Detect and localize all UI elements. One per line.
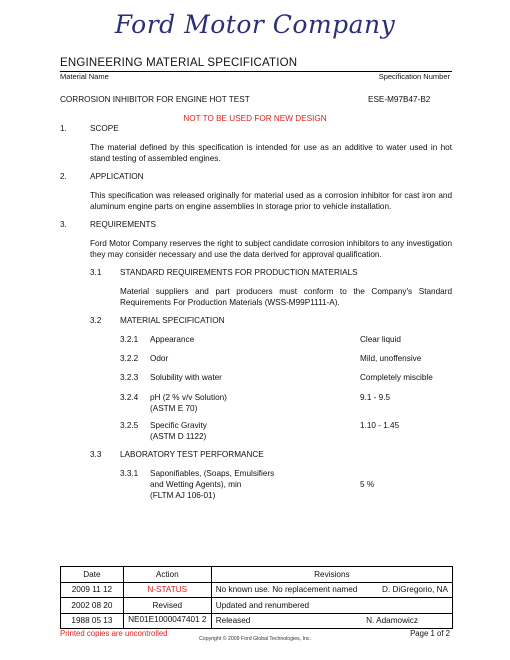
table-row (61, 613, 453, 629)
revision-author: D. DiGregorio, NA (382, 585, 448, 595)
application-text: This specification was released originally for material used as a corrosion inhibitor for cast iron and aluminum engine parts on engine assemblies in storage prior to vehicle installation. (90, 191, 452, 211)
subsection-heading-standard-requirements: STANDARD REQUIREMENTS FOR PRODUCTION MATERIALS (120, 268, 358, 277)
section-heading-application: APPLICATION (90, 172, 144, 181)
item-number: 3.2.3 (120, 373, 139, 382)
section-number: 3. (60, 220, 67, 229)
copyright: Copyright © 2009 Ford Global Technologies, Inc. (199, 636, 311, 642)
revision-description: No known use. No replacement named (215, 585, 358, 595)
revision-description-cell (211, 582, 452, 598)
test-method: (FLTM AJ 106-01) (150, 491, 216, 500)
test-name: Saponifiables, (Soaps, Emulsifiers (150, 469, 275, 478)
subsection-heading-lab-test: LABORATORY TEST PERFORMANCE (120, 450, 264, 459)
property-value: Completely miscible (360, 373, 433, 382)
property-name: pH (2 % v/v Solution) (150, 393, 227, 402)
column-header-action: Action (123, 567, 211, 583)
page-number: Page 1 of 2 (410, 629, 450, 638)
item-number: 3.2.1 (120, 335, 139, 344)
property-name: Odor (150, 354, 169, 363)
not-for-new-design-notice: NOT TO BE USED FOR NEW DESIGN (183, 114, 327, 123)
subsection-heading-material-spec: MATERIAL SPECIFICATION (120, 316, 225, 325)
revision-table (60, 566, 453, 629)
table-row (61, 582, 453, 598)
test-value: 5 % (360, 480, 375, 489)
section-number: 1. (60, 124, 67, 133)
revision-description-cell (211, 598, 452, 614)
scope-text: The material defined by this specification is intended for use as an additive to water used in hot stand testing of assembled engines. (90, 143, 452, 163)
property-name: Specific Gravity (150, 421, 207, 430)
subsection-number: 3.2 (90, 316, 102, 325)
item-number: 3.3.1 (120, 469, 139, 478)
spec-number: ESE-M97B47-B2 (368, 95, 431, 104)
spec-number-label: Specification Number (378, 72, 450, 81)
table-header-row (61, 567, 453, 583)
subsection-number: 3.3 (90, 450, 102, 459)
test-method: (ASTM E 70) (150, 404, 198, 413)
uncontrolled-copy-notice: Printed copies are uncontrolled (60, 629, 168, 638)
document-title: ENGINEERING MATERIAL SPECIFICATION (60, 57, 298, 69)
section-heading-scope: SCOPE (90, 124, 119, 133)
ford-logo: Ford Motor Company (114, 10, 396, 39)
section-heading-requirements: REQUIREMENTS (90, 220, 156, 229)
revision-author: N. Adamowicz (366, 616, 418, 626)
column-header-date: Date (61, 567, 124, 583)
standard-requirements-text: Material suppliers and part producers must conform to the Company's Standard Requirements For Production Materials (WSS-M99P1111-A). (120, 287, 452, 307)
revision-action-text: NE01E1000047401 2 (128, 614, 207, 624)
revision-action (123, 613, 211, 629)
item-number: 3.2.2 (120, 354, 139, 363)
material-name: CORROSION INHIBITOR FOR ENGINE HOT TEST (60, 95, 250, 104)
table-row (61, 598, 453, 614)
test-method: (ASTM D 1122) (150, 432, 207, 441)
section-number: 2. (60, 172, 67, 181)
property-value: 9.1 - 9.5 (360, 393, 391, 402)
revision-date: 2002 08 20 (61, 598, 124, 614)
subsection-number: 3.1 (90, 268, 102, 277)
revision-description: Released (215, 616, 251, 626)
material-name-label: Material Name (60, 72, 109, 81)
test-name: and Wetting Agents), min (150, 480, 242, 489)
revision-description-cell (211, 613, 452, 629)
item-number: 3.2.4 (120, 393, 139, 402)
revision-action: N-STATUS (123, 582, 211, 598)
property-value: 1.10 - 1.45 (360, 421, 400, 430)
requirements-text: Ford Motor Company reserves the right to subject candidate corrosion inhibitors to any investigation they may consider necessary and use the data derived for approval qualification. (90, 239, 452, 259)
revision-date: 2009 11 12 (61, 582, 124, 598)
property-name: Solubility with water (150, 373, 222, 382)
column-header-revisions: Revisions (211, 567, 452, 583)
item-number: 3.2.5 (120, 421, 139, 430)
property-value: Clear liquid (360, 335, 401, 344)
property-name: Appearance (150, 335, 195, 344)
revision-date: 1988 05 13 (61, 613, 124, 629)
property-value: Mild, unoffensive (360, 354, 422, 363)
revision-description: Updated and renumbered (215, 600, 310, 610)
revision-action: Revised (123, 598, 211, 614)
